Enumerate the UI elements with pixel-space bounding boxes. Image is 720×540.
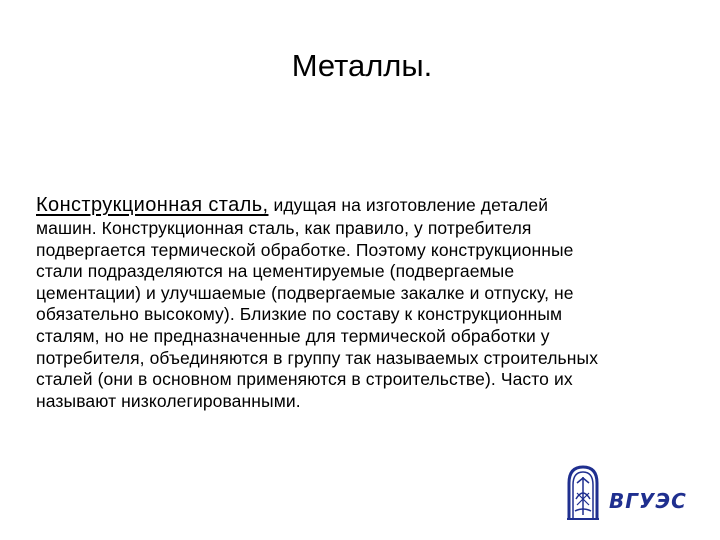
paragraph-line-6: обязательно высокому). Близкие по составу к конструкционным (36, 304, 563, 325)
paragraph-line-4: стали подразделяются на цементируемые (подвергаемые (36, 261, 515, 282)
paragraph-line-3: подвергается термической обработке. Поэтому конструкционные (36, 239, 574, 260)
body-paragraph (36, 192, 696, 412)
paragraph-line-7: сталям, но не предназначенные для термической обработки у (36, 325, 550, 346)
emblem-icon (563, 463, 603, 521)
paragraph-line-5: цементации) и улучшаемые (подвергаемые закалке и отпуску, не (36, 282, 574, 303)
university-logo (563, 463, 687, 525)
paragraph-line-2: машин. Конструкционная сталь, как правило, у потребителя (36, 218, 532, 238)
lead-term: Конструкционная сталь, (36, 194, 269, 216)
paragraph-line-1-rest: идущая на изготовление деталей (268, 195, 549, 215)
paragraph-line-1 (36, 192, 696, 218)
logo-text: ВГУЭС (609, 489, 687, 513)
paragraph-line-10: называют низколегированными. (36, 390, 301, 411)
paragraph-line-8: потребителя, объединяются в группу так называемых строительных (36, 347, 599, 368)
slide-title: Металлы. (291, 48, 433, 83)
paragraph-line-9: сталей (они в основном применяются в строительстве). Часто их (36, 369, 573, 390)
